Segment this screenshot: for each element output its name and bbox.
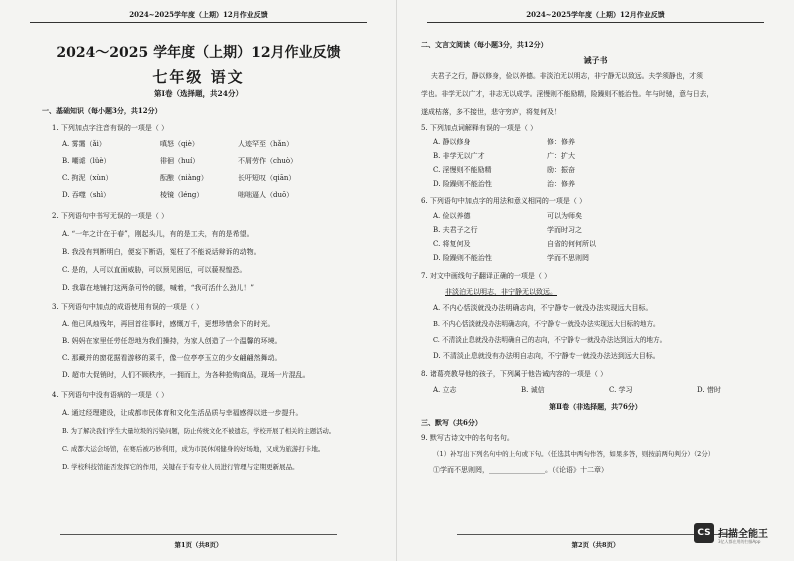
question-instruction: （1）补写出下列名句中的上句或下句。（任选其中两句作答，如果多答，则按前两句判分）（2分） bbox=[433, 450, 715, 458]
option: B. 妈妈在家里任劳任怨地为我们操持，为家人创造了一个温馨的环境。 bbox=[62, 337, 282, 345]
passage-line: 遂成枯落，多不接世，悲守穷庐，将复何及！ bbox=[421, 108, 561, 116]
option: 棱镜（léng） bbox=[160, 191, 204, 199]
option: 嗔怒（qiè） bbox=[160, 140, 199, 148]
option: C. 是的，人可以直面威胁，可以预见困厄，可以藐视惶恐。 bbox=[62, 266, 247, 274]
option: 修：修养 bbox=[547, 138, 575, 146]
option: 治：修养 bbox=[547, 180, 575, 188]
option: B. 非学无以广才 bbox=[433, 152, 485, 160]
option: 长吁短叹（qiān） bbox=[238, 174, 296, 182]
passage-line: 夫君子之行，静以修身，俭以养德。非淡泊无以明志，非宁静无以致远。夫学须静也，才须 bbox=[431, 72, 703, 80]
page-right bbox=[397, 0, 794, 561]
option: C. 不清淡止息就没办法明确自己的志向，不宁静专一就没办法达到远大的地方。 bbox=[433, 336, 667, 344]
exam-subtitle: 七年级 语文 bbox=[152, 68, 245, 86]
question-stem: 7. 对文中画线句子翻译正确的一项是（ ） bbox=[421, 272, 552, 280]
blank-item: ①学而不思则罔，________________。（《论语》十二章） bbox=[433, 466, 608, 474]
option: B. 诚信 bbox=[521, 386, 545, 394]
option: 可以为师矣 bbox=[547, 212, 582, 220]
section-heading: 一、基础知识（每小题3分，共12分） bbox=[42, 106, 162, 115]
question-stem: 6. 下列语句中加点字的用法和意义相同的一项是（ ） bbox=[421, 197, 587, 205]
option: 自省的何何所以 bbox=[547, 240, 596, 248]
section-heading: 三、默写（共6分） bbox=[421, 418, 482, 427]
option: C. 淫慢则不能励精 bbox=[433, 166, 492, 174]
option: B. 夫君子之行 bbox=[433, 226, 478, 234]
running-header: 2024~2025学年度（上期）12月作业反馈 bbox=[427, 10, 764, 23]
watermark-name: 扫描全能王 bbox=[718, 529, 768, 540]
option: D. 我靠在地铺打这两条可怜的腿，喊着，“我可活什么劲儿！” bbox=[62, 284, 254, 292]
option: A. 通过经理建设，让成都市民体育和文化生活品质与幸福感得以进一步提升。 bbox=[62, 409, 303, 417]
watermark-tagline: 3亿人都在用的扫描App bbox=[718, 539, 761, 544]
passage-title: 诫子书 bbox=[583, 55, 608, 65]
option: A. 立志 bbox=[433, 386, 457, 394]
option: D. 险躁则不能治性 bbox=[433, 254, 492, 262]
question-stem: 5. 下列加点词解释有误的一项是（ ） bbox=[421, 124, 538, 132]
question-stem: 3. 下列语句中加点的成语使用有误的一项是（ ） bbox=[52, 303, 204, 311]
option: C. 学习 bbox=[609, 386, 633, 394]
option: 广：扩大 bbox=[547, 152, 575, 160]
option: C. 成都大运会场馆，在赛后被巧妙利用，成为市民休闲健身的好场地，又成为旅游打卡地。 bbox=[62, 445, 325, 453]
option: D. 不清淡止息就没有办法明自志向，不宁静专一就没办法达到远大目标。 bbox=[433, 352, 660, 360]
quoted-sentence: 非淡泊无以明志，非宁静无以致远。 bbox=[445, 288, 557, 296]
option: A. “一年之计在于春”，刚起头儿，有的是工夫，有的是希望。 bbox=[62, 230, 254, 238]
option: B. 不内心恬淡就没办法明确志向，不宁静专一就没办法实现远大目标的地方。 bbox=[433, 320, 660, 328]
option: B. 嘲谑（lüè） bbox=[62, 157, 111, 165]
option: 徘徊（huí） bbox=[160, 157, 200, 165]
camscanner-logo-icon: CS bbox=[694, 523, 714, 543]
option: A. 不内心恬淡就没办法明确志向，不宁静专一就没办法实现远大目标。 bbox=[433, 304, 653, 312]
option: 学而不思则罔 bbox=[547, 254, 589, 262]
scanner-watermark bbox=[694, 523, 784, 549]
option: 学而时习之 bbox=[547, 226, 582, 234]
option: C. 拘泥（xùn） bbox=[62, 174, 113, 182]
option: B. 我没有判断明白，便妄下断语，冤枉了不能说话辩诉的动物。 bbox=[62, 248, 261, 256]
question-stem: 8. 诸葛亮教导他的孩子，下列属于他告诫内容的一项是（ ） bbox=[421, 370, 608, 378]
passage-line: 学也。非学无以广才，非志无以成学。淫慢则不能励精，险躁则不能治性。年与时驰，意与日去， bbox=[421, 90, 714, 98]
volume-label: 第Ⅰ卷（选择题，共24分） bbox=[154, 89, 243, 98]
option: A. 俭以养德 bbox=[433, 212, 471, 220]
option: A. 他已风烛残年，再回首往事时，感慨万千，更想珍惜余下的时光。 bbox=[62, 320, 275, 328]
option: 人迹罕至（hǎn） bbox=[238, 140, 294, 148]
page-number: 第1页（共8页） bbox=[174, 541, 223, 549]
option: D. 惜时 bbox=[697, 386, 721, 394]
question-stem: 9. 默写古诗文中的名句名句。 bbox=[421, 434, 514, 442]
question-stem: 4. 下列语句中没有语病的一项是（ ） bbox=[52, 391, 169, 399]
option: 酝酿（niàng） bbox=[160, 174, 208, 182]
option: 励：振奋 bbox=[547, 166, 575, 174]
running-header: 2024~2025学年度（上期）12月作业反馈 bbox=[30, 10, 367, 23]
option: A. 静以修身 bbox=[433, 138, 471, 146]
question-stem: 1. 下列加点字注音有误的一项是（ ） bbox=[52, 124, 169, 132]
option: 咄咄逼人（duō） bbox=[238, 191, 294, 199]
option: A. 雾霭（ǎi） bbox=[62, 140, 106, 148]
option: D. 险躁则不能治性 bbox=[433, 180, 492, 188]
footer-rule bbox=[60, 534, 337, 535]
option: 不屑劳作（chuò） bbox=[238, 157, 298, 165]
volume-label: 第Ⅱ卷（非选择题，共76分） bbox=[549, 402, 642, 411]
footer-rule bbox=[457, 534, 734, 535]
option: C. 那藏并的窗花据看游移的菜千，像一位亭亭玉立的少女翩翩然舞动。 bbox=[62, 354, 282, 362]
question-stem: 2. 下列语句中书写无误的一项是（ ） bbox=[52, 212, 169, 220]
section-heading: 二、文言文阅读（每小题3分，共12分） bbox=[421, 40, 548, 49]
option: D. 超市大促销时，人们不顾秩序，一拥而上，为各种抢购商品，现场一片混乱。 bbox=[62, 371, 310, 379]
exam-title: 2024～2025 学年度（上期）12月作业反馈 bbox=[56, 45, 341, 61]
option: B. 为了解决我们学生大量垃圾的污染问题，防止传统文化不被遗忘，学校开展了相关的主题活动。 bbox=[62, 428, 336, 435]
option: D. 学校科技馆能否发挥它的作用，关键在于有专业人员进行管理与定期更新展品。 bbox=[62, 463, 299, 471]
option: C. 将复何及 bbox=[433, 240, 471, 248]
option: D. 吞噬（shì） bbox=[62, 191, 111, 199]
page-number: 第2页（共8页） bbox=[571, 541, 620, 549]
